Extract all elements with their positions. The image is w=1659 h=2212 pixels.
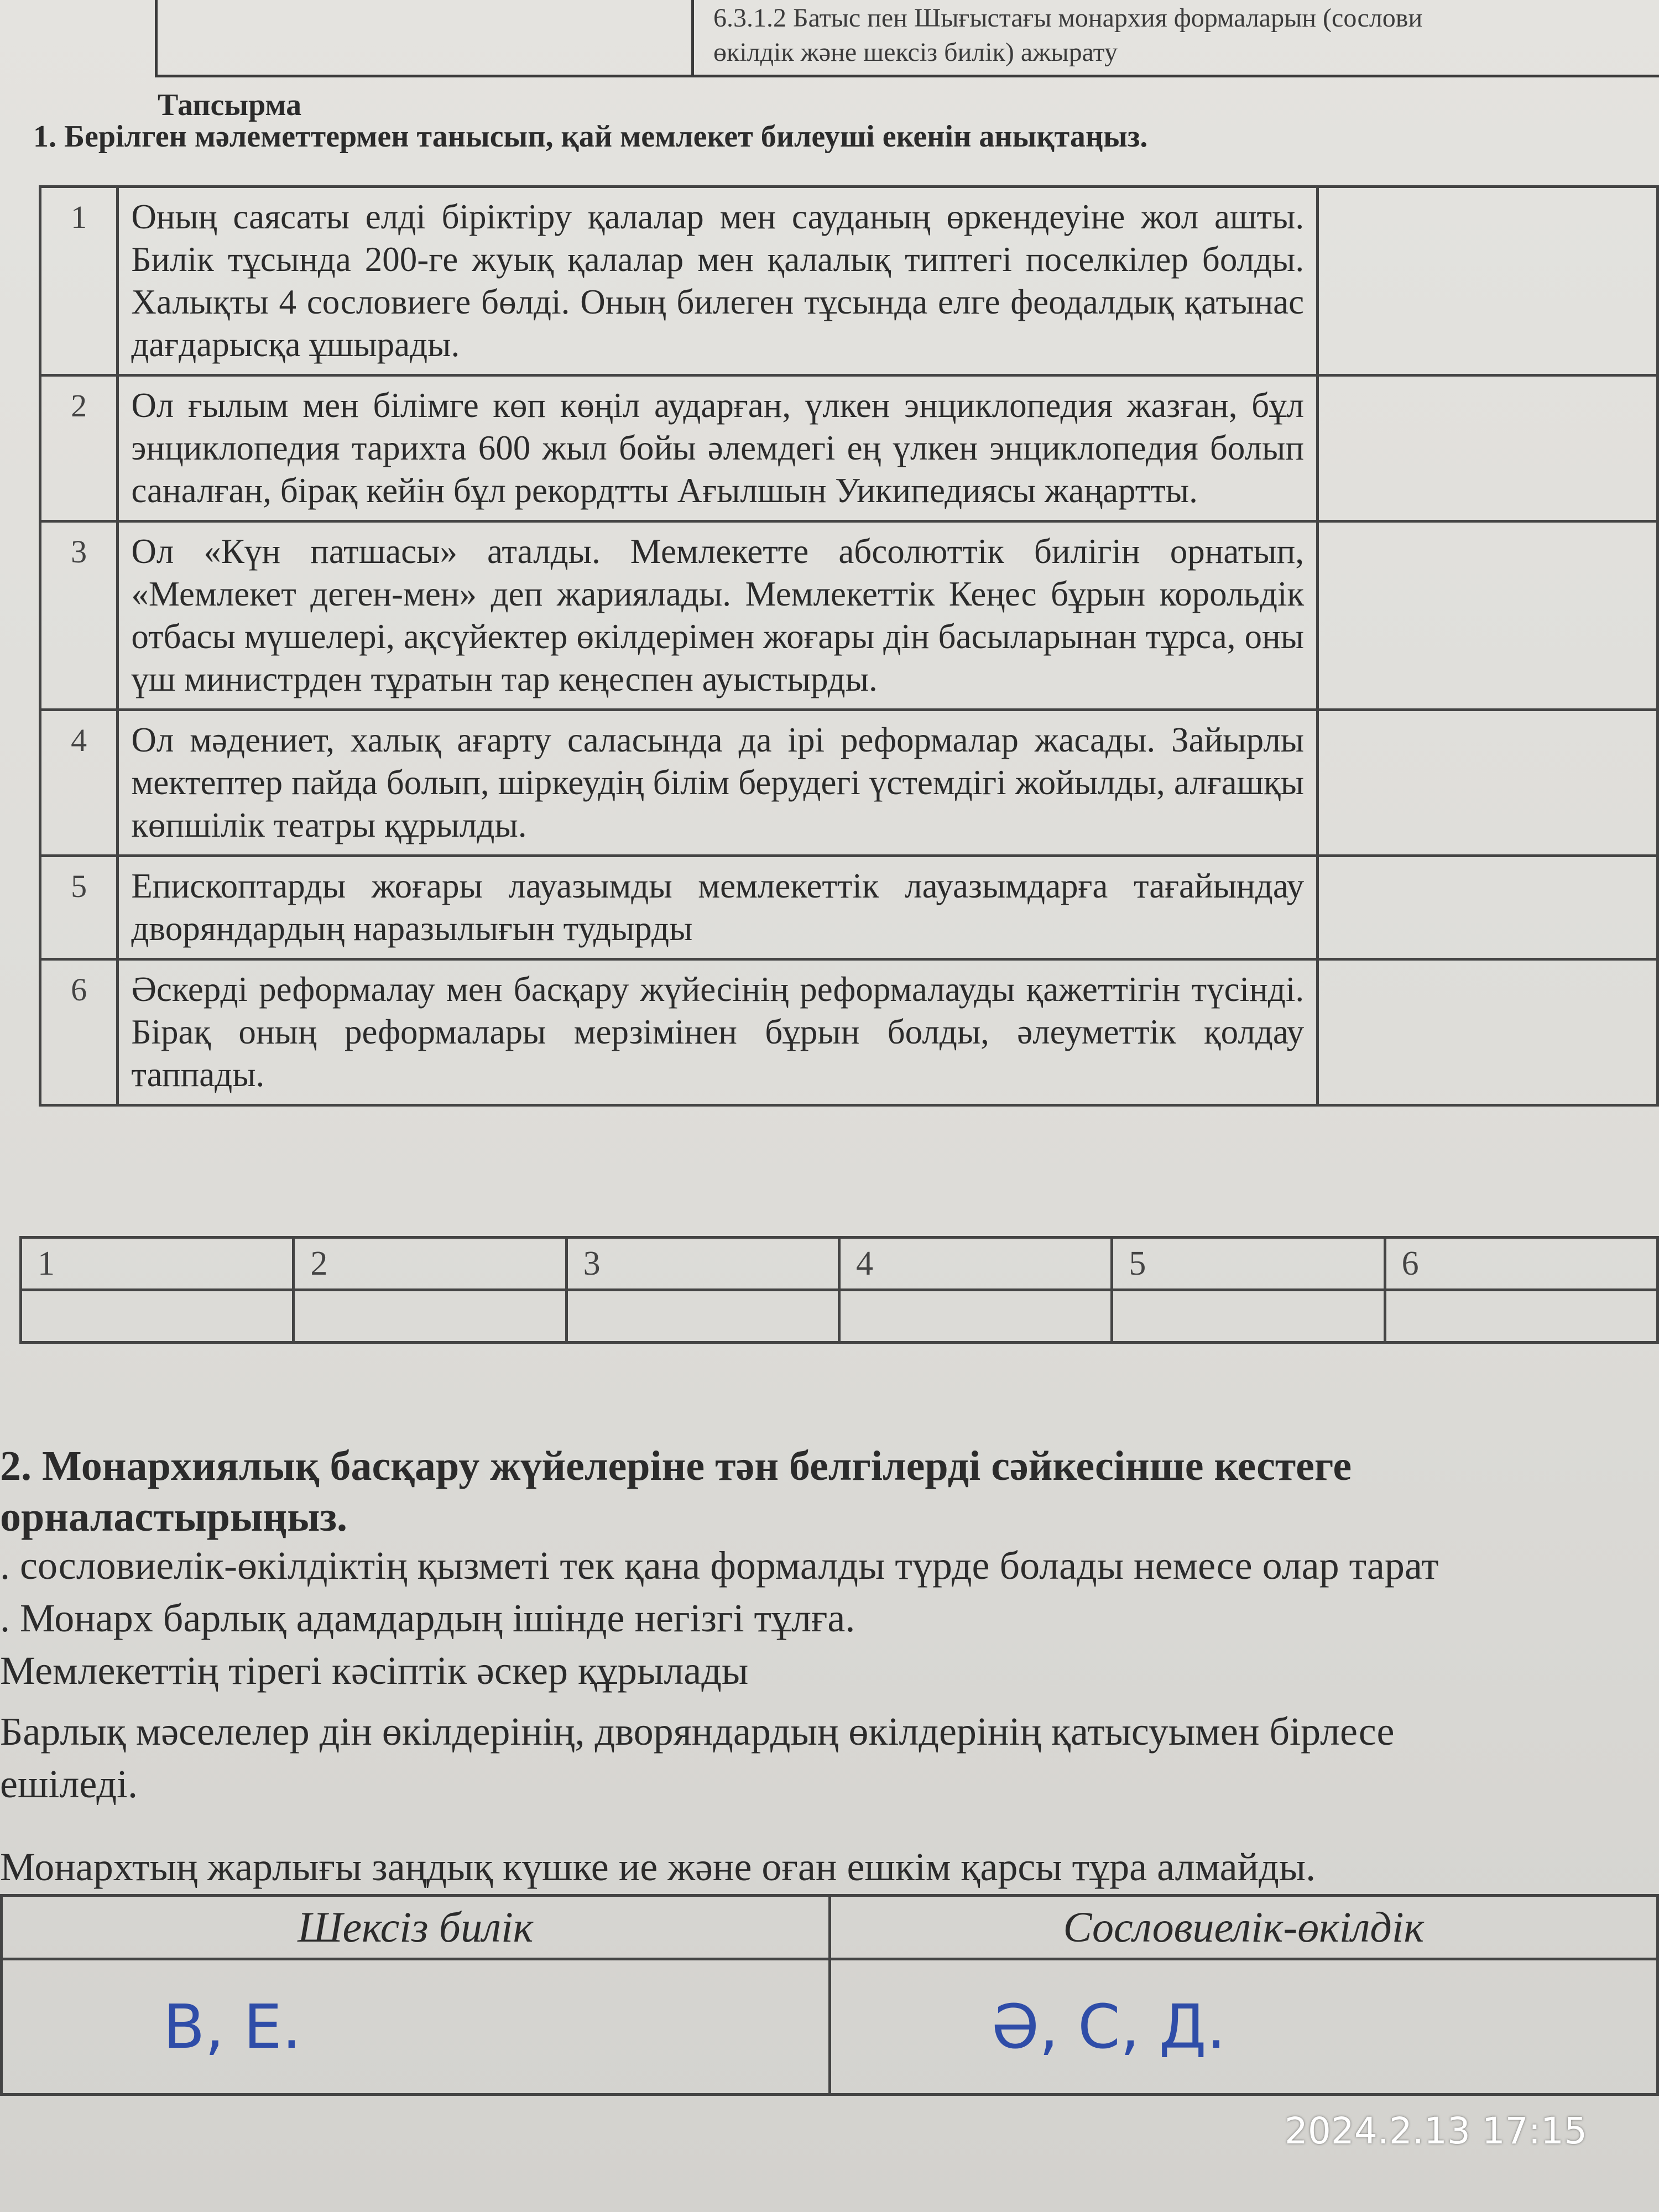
table-row bbox=[40, 375, 1658, 521]
answer-cell[interactable] bbox=[1318, 375, 1658, 521]
answer-header-6: 6 bbox=[1385, 1238, 1657, 1290]
answer-slot[interactable] bbox=[21, 1290, 294, 1343]
answer-header-4: 4 bbox=[839, 1238, 1112, 1290]
row-number: 1 bbox=[40, 187, 118, 375]
answer-header-2: 2 bbox=[294, 1238, 566, 1290]
row-number: 5 bbox=[40, 856, 118, 959]
question-1: 1. Берілген мәлеметтермен танысып, қай мемлекет билеуші екенін анықтаңыз. bbox=[33, 119, 1148, 154]
answer-slot[interactable] bbox=[294, 1290, 566, 1343]
answer-cell[interactable] bbox=[1318, 710, 1658, 856]
answer-cell[interactable] bbox=[1318, 959, 1658, 1105]
row-text: Епископтарды жоғары лауазымды мемлекеттік лауазымдарға тағайындау дворяндардың наразылығын тудырды bbox=[118, 856, 1318, 959]
option-item: ешіледі. bbox=[0, 1762, 138, 1806]
question-2-line-1: 2. Монархиялық басқару жүйелеріне тән белгілерді сәйкесінше кестеге bbox=[0, 1443, 1352, 1489]
absolute-power-header: Шексіз билік bbox=[2, 1896, 830, 1959]
answer-slot[interactable] bbox=[1385, 1290, 1657, 1343]
row-number: 3 bbox=[40, 521, 118, 710]
option-item: . сословиелік-өкілдіктің қызметі тек қана формалды түрде болады немесе олар тарат bbox=[0, 1543, 1439, 1588]
answer-header-1: 1 bbox=[21, 1238, 294, 1290]
option-item: . Монарх барлық адамдардың ішінде негізгі тұлға. bbox=[0, 1596, 855, 1640]
table-row bbox=[40, 521, 1658, 710]
monarchy-table-header bbox=[2, 1896, 1658, 1959]
answer-cell[interactable] bbox=[1318, 856, 1658, 959]
monarchy-table bbox=[0, 1894, 1659, 2096]
objective-line-2: өкілдік және шексіз билік) ажырату bbox=[713, 38, 1118, 67]
answer-slot[interactable] bbox=[1112, 1290, 1385, 1343]
answer-cell[interactable] bbox=[1318, 187, 1658, 375]
option-item: Мемлекеттің тірегі кәсіптік әскер құрылады bbox=[0, 1648, 749, 1693]
answer-slot[interactable] bbox=[839, 1290, 1112, 1343]
row-number: 4 bbox=[40, 710, 118, 856]
objectives-divider bbox=[691, 0, 694, 75]
objective-line-1: 6.3.1.2 Батыс пен Шығыстағы монархия формаларын (сослови bbox=[713, 3, 1423, 33]
row-text: Ол мәдениет, халық ағарту саласында да ірі реформалар жасады. Зайырлы мектептер пайда болып, шіркеудің білім берудегі үстемдігі жойылды, алғашқы көпшілік театры құрылды. bbox=[118, 710, 1318, 856]
estate-representative-header: Сословиелік-өкілдік bbox=[830, 1896, 1658, 1959]
answer-cell[interactable] bbox=[1318, 521, 1658, 710]
answer-slot[interactable] bbox=[566, 1290, 839, 1343]
learning-objective bbox=[713, 1, 1653, 70]
absolute-power-answer[interactable]: В, Е. bbox=[2, 1959, 830, 2095]
question-2-line-2: орналастырыңыз. bbox=[0, 1494, 348, 1540]
table-row bbox=[40, 710, 1658, 856]
photo-timestamp: 2024.2.13 17:15 bbox=[1284, 2110, 1587, 2152]
option-item: Монархтың жарлығы заңдық күшке ие және оған ешкім қарсы тұра алмайды. bbox=[0, 1845, 1316, 1889]
answer-grid-row bbox=[21, 1290, 1658, 1343]
row-text: Әскерді реформалау мен басқару жүйесінің реформалауды қажеттігін түсінді. Бірақ оның реформалары мерзімінен бұрын болды, әлеуметтік қолдау таппады. bbox=[118, 959, 1318, 1105]
row-number: 2 bbox=[40, 375, 118, 521]
row-number: 6 bbox=[40, 959, 118, 1105]
answer-header-5: 5 bbox=[1112, 1238, 1385, 1290]
question-2 bbox=[0, 1441, 1352, 1542]
task-label: Тапсырма bbox=[158, 88, 302, 122]
option-item: Барлық мәселелер дін өкілдерінің, дворяндардың өкілдерінің қатысуымен бірлесе bbox=[0, 1709, 1395, 1754]
answer-grid-header bbox=[21, 1238, 1658, 1290]
table-row bbox=[40, 187, 1658, 375]
table-row bbox=[40, 856, 1658, 959]
table-row bbox=[40, 959, 1658, 1105]
answer-grid bbox=[19, 1236, 1659, 1344]
row-text: Ол ғылым мен білімге көп көңіл аударған, үлкен энциклопедия жазған, бұл энциклопедия тарихта 600 жыл бойы әлемдегі ең үлкен энциклопедия болып саналған, бірақ кейін бұл рекордтты Ағылшын Уикипедиясы жаңартты. bbox=[118, 375, 1318, 521]
row-text: Ол «Күн патшасы» аталды. Мемлекетте абсолюттік билігін орнатып, «Мемлекет деген-мен» деп жариялады. Мемлекеттік Кеңес бұрын корольдік отбасы мүшелері, ақсүйектер өкілдерімен жоғары дін басыларынан тұрса, оны үш министрден тұратын тар кеңеспен ауыстырды. bbox=[118, 521, 1318, 710]
rulers-table bbox=[39, 185, 1659, 1107]
answer-header-3: 3 bbox=[566, 1238, 839, 1290]
row-text: Оның саясаты елді біріктіру қалалар мен сауданың өркендеуіне жол ашты. Билік тұсында 200-ге жуық қалалар мен қалалық типтегі поселкілер болды. Халықты 4 сословиеге бөлді. Оның билеген тұсында елге феодалдық қатынас дағдарысқа ұшырады. bbox=[118, 187, 1318, 375]
monarchy-table-answers bbox=[2, 1959, 1658, 2095]
estate-representative-answer[interactable]: Ә, С, Д. bbox=[830, 1959, 1658, 2095]
